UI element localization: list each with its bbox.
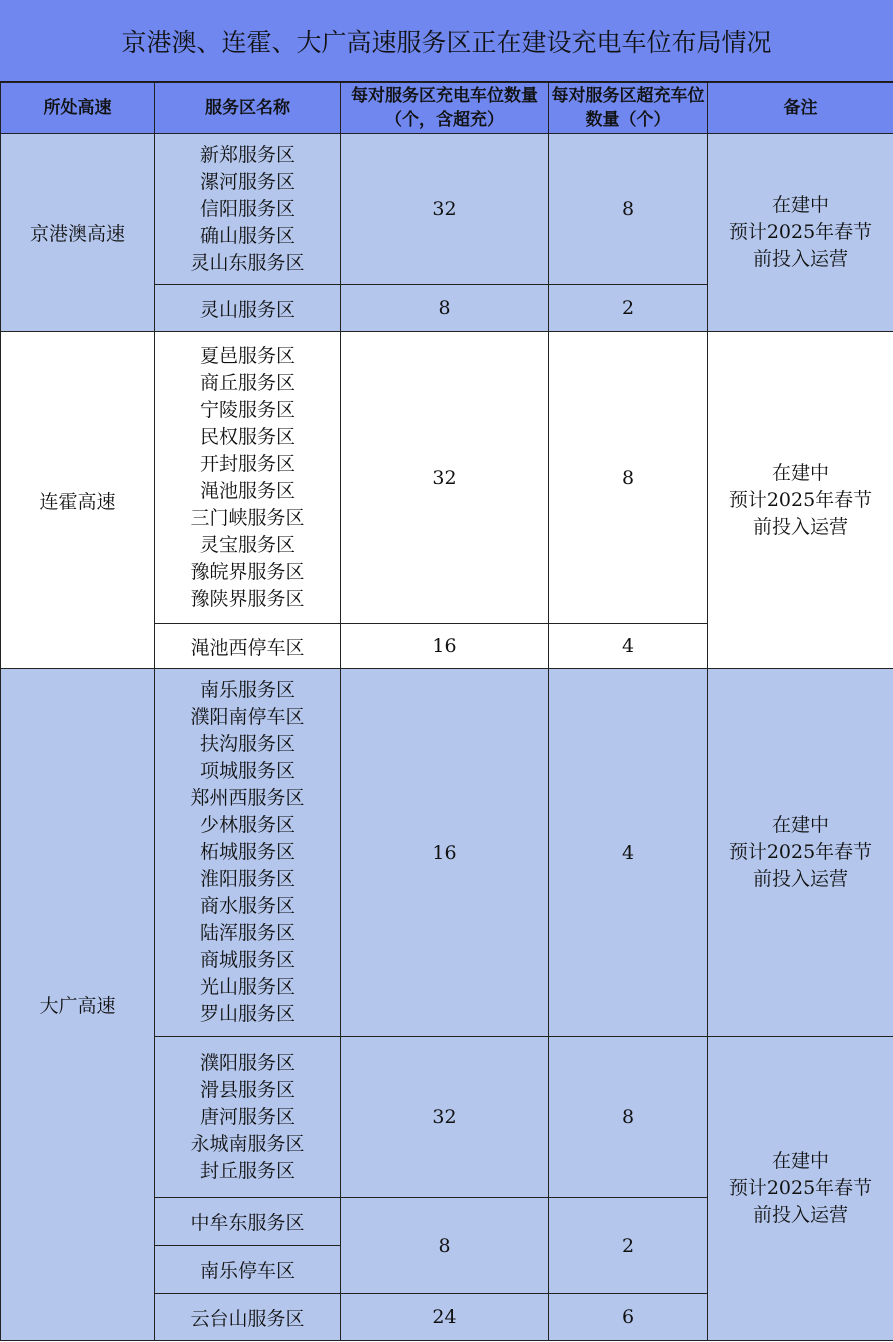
header-note: 备注: [708, 83, 893, 134]
service-area-name: 灵山服务区: [155, 285, 341, 332]
header-row: [1, 83, 893, 134]
service-area-names: [155, 332, 341, 624]
service-area-name: 郑州西服务区: [190, 787, 305, 809]
remark-line: 预计2025年春节: [728, 841, 873, 863]
remark-line: 在建中: [771, 461, 829, 484]
service-area-name: 淮阳服务区: [199, 868, 295, 890]
service-area-name: 漯河服务区: [199, 170, 295, 193]
highway-cell: 大广高速: [1, 669, 155, 1341]
table-row: [1, 332, 893, 624]
service-area-name: 唐河服务区: [199, 1105, 295, 1128]
service-area-names: [155, 1037, 341, 1198]
remark-line: 预计2025年春节: [728, 1177, 873, 1199]
service-area-name: 商城服务区: [199, 949, 295, 971]
super-charging-count: 6: [549, 1294, 708, 1341]
remark-line: 前投入运营: [752, 868, 848, 890]
service-area-name: 豫陕界服务区: [190, 587, 305, 610]
remark-line: 前投入运营: [752, 248, 848, 270]
highway-cell: 连霍高速: [1, 332, 155, 669]
service-area-name: 渑池西停车区: [155, 624, 341, 669]
table-row: [1, 134, 893, 285]
super-charging-count: 2: [549, 285, 708, 332]
table-row: [1, 669, 893, 1037]
super-charging-count: 8: [549, 1037, 708, 1198]
charging-count: 16: [341, 624, 549, 669]
super-charging-count: 8: [549, 332, 708, 624]
highway-cell: 京港澳高速: [1, 134, 155, 332]
service-area-name: 豫皖界服务区: [190, 560, 305, 583]
charging-count: 32: [341, 1037, 549, 1198]
charging-count: 16: [341, 669, 549, 1037]
super-charging-count: 8: [549, 134, 708, 285]
service-area-name: 宁陵服务区: [199, 398, 295, 421]
service-area-name: 光山服务区: [199, 976, 295, 998]
service-area-name: 少林服务区: [199, 814, 295, 836]
service-area-name: 灵山东服务区: [190, 251, 305, 274]
service-area-name: 柘城服务区: [199, 841, 295, 863]
remark-cell: [708, 1037, 893, 1341]
header-charging-spots: 每对服务区充电车位数量（个，含超充）: [341, 83, 549, 134]
super-charging-count: 4: [549, 669, 708, 1037]
service-area-name: 商水服务区: [199, 895, 295, 917]
charging-count: 8: [341, 1198, 549, 1294]
service-area-name: 新郑服务区: [199, 143, 295, 166]
remark-line: 前投入运营: [752, 1204, 848, 1226]
service-area-name: 民权服务区: [199, 425, 295, 448]
remark-cell: [708, 669, 893, 1037]
service-area-name: 三门峡服务区: [190, 506, 305, 529]
charging-count: 8: [341, 285, 549, 332]
service-area-name: 开封服务区: [199, 452, 295, 475]
service-area-name: 项城服务区: [199, 760, 295, 782]
service-area-name: 陆浑服务区: [199, 922, 295, 944]
remark-cell: [708, 332, 893, 669]
service-area-name: 扶沟服务区: [199, 733, 295, 755]
super-charging-count: 4: [549, 624, 708, 669]
service-area-name: 中牟东服务区: [155, 1198, 341, 1246]
service-area-name: 濮阳服务区: [199, 1051, 295, 1074]
remark-line: 预计2025年春节: [728, 221, 873, 243]
service-area-name: 商丘服务区: [199, 371, 295, 394]
service-area-name: 罗山服务区: [199, 1003, 295, 1025]
service-area-name: 信阳服务区: [199, 197, 295, 220]
remark-line: 在建中: [771, 1150, 829, 1172]
remark-line: 预计2025年春节: [728, 488, 873, 511]
service-area-name: 滑县服务区: [199, 1078, 295, 1101]
header-highway: 所处高速: [1, 83, 155, 134]
service-area-name: 永城南服务区: [190, 1132, 305, 1155]
remark-cell: [708, 134, 893, 332]
service-area-name: 封丘服务区: [199, 1159, 295, 1182]
service-area-names: [155, 134, 341, 285]
remark-line: 在建中: [771, 194, 829, 216]
charging-count: 32: [341, 332, 549, 624]
service-area-name: 渑池服务区: [199, 479, 295, 502]
service-area-name: 南乐停车区: [155, 1246, 341, 1294]
page-title: 京港澳、连霍、大广高速服务区正在建设充电车位布局情况: [0, 0, 893, 82]
header-super-charging-spots: 每对服务区超充车位数量（个）: [549, 83, 708, 134]
header-service-area-name: 服务区名称: [155, 83, 341, 134]
service-area-names: [155, 669, 341, 1037]
charging-count: 24: [341, 1294, 549, 1341]
remark-line: 前投入运营: [752, 515, 848, 538]
remark-line: 在建中: [771, 814, 829, 836]
service-area-name: 云台山服务区: [155, 1294, 341, 1341]
service-area-name: 灵宝服务区: [199, 533, 295, 556]
super-charging-count: 2: [549, 1198, 708, 1294]
service-area-name: 夏邑服务区: [199, 344, 295, 367]
service-area-name: 确山服务区: [199, 224, 295, 247]
service-area-name: 南乐服务区: [199, 679, 295, 701]
charging-table: [0, 82, 893, 1341]
service-area-name: 濮阳南停车区: [190, 706, 305, 728]
charging-count: 32: [341, 134, 549, 285]
